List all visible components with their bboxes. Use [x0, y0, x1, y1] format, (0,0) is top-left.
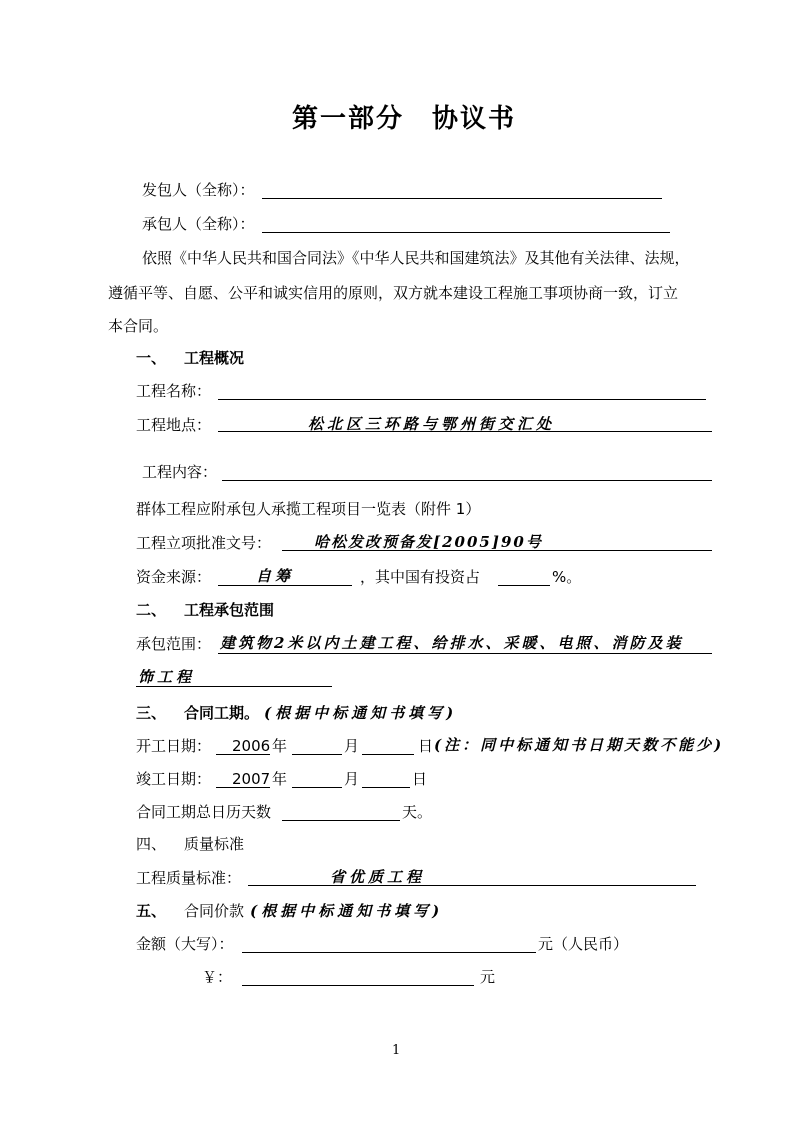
project-location-value: 松北区三环路与鄂州街交汇处	[308, 415, 556, 433]
total-days-blank[interactable]	[282, 820, 400, 821]
project-content-blank[interactable]	[222, 480, 712, 481]
page-title: 第一部分 协议书	[292, 104, 517, 134]
amount-suffix: 元	[480, 968, 496, 986]
section-5-number: 五、	[136, 902, 167, 920]
contractor-blank[interactable]	[262, 232, 670, 233]
fund-percent-suffix: %。	[552, 568, 582, 586]
total-days-label: 合同工期总日历天数	[136, 803, 272, 821]
start-month-char: 月	[344, 737, 360, 755]
employer-blank[interactable]	[262, 198, 662, 199]
amount-symbol-label: ￥：	[202, 968, 233, 986]
section-2-number: 二、	[136, 601, 167, 619]
project-name-label: 工程名称：	[136, 382, 212, 400]
fund-source-label: 资金来源：	[136, 568, 212, 586]
scope-label: 承包范围：	[136, 635, 212, 653]
end-year-blank[interactable]	[216, 787, 270, 788]
end-year-char: 年	[272, 770, 288, 788]
quality-label: 工程质量标准：	[136, 869, 242, 887]
section-4-number: 四、	[136, 835, 167, 853]
fund-source-blank[interactable]	[218, 585, 352, 586]
section-5-note: (根据中标通知书填写)	[250, 902, 444, 920]
contractor-label: 承包人（全称）：	[142, 215, 255, 233]
quality-blank[interactable]	[248, 885, 696, 886]
section-3-title: 合同工期。	[184, 704, 260, 722]
section-1-title: 工程概况	[184, 349, 245, 367]
section-3-note: (根据中标通知书填写)	[264, 704, 458, 722]
employer-label: 发包人（全称）：	[142, 181, 255, 199]
start-month-blank[interactable]	[292, 754, 342, 755]
amount-upper-blank[interactable]	[242, 952, 536, 953]
approval-value: 哈松发改预备发[2005]90号	[314, 533, 543, 551]
scope-value-line-1: 建筑物2米以内土建工程、给排水、采暖、电照、消防及装	[220, 634, 684, 652]
scope-blank-1[interactable]	[218, 653, 712, 654]
intro-line-1: 依照《中华人民共和国合同法》《中华人民共和国建筑法》及其他有关法律、法规，	[142, 249, 690, 267]
state-investment-blank[interactable]	[498, 585, 550, 586]
approval-blank[interactable]	[282, 550, 712, 551]
fund-source-value: 自筹	[256, 567, 295, 585]
start-year-blank[interactable]	[216, 754, 270, 755]
total-days-suffix: 天。	[402, 803, 433, 821]
project-location-label: 工程地点：	[136, 416, 212, 434]
section-3-number: 三、	[136, 704, 167, 722]
amount-upper-label: 金额（大写）：	[136, 935, 234, 953]
intro-line-3: 本合同。	[108, 317, 169, 335]
group-project-note: 群体工程应附承包人承揽工程项目一览表（附件 1）	[136, 500, 481, 518]
end-month-char: 月	[344, 770, 360, 788]
amount-upper-suffix: 元（人民币）	[538, 935, 629, 953]
amount-figure-blank[interactable]	[242, 985, 474, 986]
end-year-value: 2007	[232, 770, 271, 788]
page-number: 1	[392, 1043, 401, 1058]
project-content-label: 工程内容：	[142, 463, 218, 481]
scope-value-line-2: 饰工程	[138, 668, 196, 686]
end-month-blank[interactable]	[292, 787, 342, 788]
section-4-title: 质量标准	[184, 835, 245, 853]
project-location-blank[interactable]	[218, 431, 712, 432]
start-day-char: 日	[418, 737, 434, 755]
scope-blank-2[interactable]	[136, 686, 332, 687]
project-name-blank[interactable]	[218, 399, 706, 400]
quality-value: 省优质工程	[330, 868, 426, 886]
start-date-label: 开工日期：	[136, 737, 212, 755]
end-day-blank[interactable]	[362, 787, 410, 788]
end-date-label: 竣工日期：	[136, 770, 212, 788]
section-5-title: 合同价款	[184, 902, 245, 920]
start-day-blank[interactable]	[362, 754, 414, 755]
start-year-value: 2006	[232, 737, 271, 755]
end-day-char: 日	[412, 770, 428, 788]
start-year-char: 年	[272, 737, 288, 755]
intro-line-2: 遵循平等、自愿、公平和诚实信用的原则，双方就本建设工程施工事项协商一致，订立	[108, 284, 679, 302]
approval-label: 工程立项批准文号：	[136, 534, 272, 552]
start-date-note: (注：同中标通知书日期天数不能少)	[434, 736, 725, 754]
fund-state-text: ，其中国有投资占	[360, 568, 481, 586]
section-2-title: 工程承包范围	[184, 601, 275, 619]
section-1-number: 一、	[136, 349, 167, 367]
